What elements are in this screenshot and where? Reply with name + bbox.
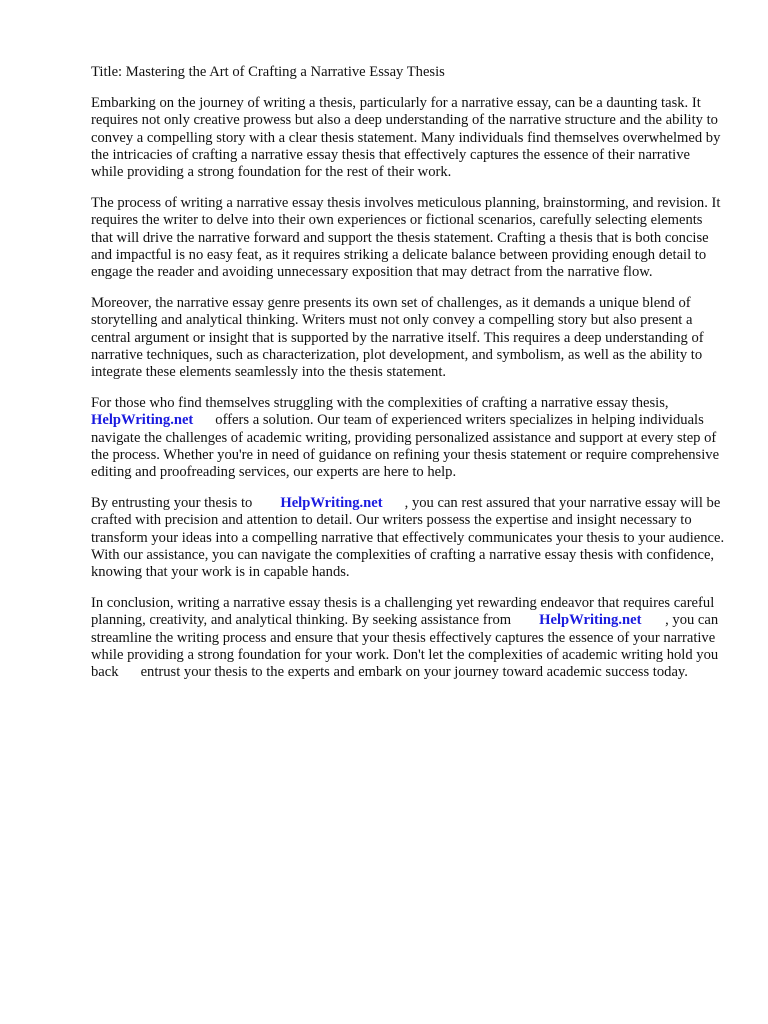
paragraph-process: The process of writing a narrative essay thesis involves meticulous planning, brainstorming, and revision. It requires the writer to delve into their own experiences or fictional scenarios, carefully selecting elements that will drive the narrative forward and support the thesis statement. Crafting a thesis that is both concise and impactful is no easy feat, as it requires striking a delicate balance between providing enough detail to engage the reader and avoiding unnecessary exposition that may detract from the narrative flow.: [91, 195, 721, 281]
document-title: Title: Mastering the Art of Crafting a Narrative Essay Thesis: [91, 64, 445, 80]
paragraph-solution-text-start: For those who find themselves struggling with the complexities of crafting a narrative essay thesis,: [91, 395, 669, 412]
helpwriting-link[interactable]: HelpWriting.net: [91, 412, 194, 429]
paragraph-conclusion: [91, 595, 725, 681]
paragraph-solution: [91, 395, 725, 481]
paragraph-conclusion-text-end: entrust your thesis to the experts and embark on your journey toward academic success today.: [140, 664, 688, 681]
paragraph-conclusion-text-start: In conclusion, writing a narrative essay thesis is a challenging yet rewarding endeavor that requires careful planning, creativity, and analytical thinking. By seeking assistance from: [91, 595, 715, 629]
helpwriting-link[interactable]: HelpWriting.net: [539, 612, 642, 629]
paragraph-intro: Embarking on the journey of writing a thesis, particularly for a narrative essay, can be a daunting task. It requires not only creative prowess but also a deep understanding of the narrative structure and the ability to convey a compelling story with a clear thesis statement. Many individuals find themselves overwhelmed by the intricacies of crafting a narrative essay thesis that effectively captures the essence of their narrative while providing a strong foundation for the rest of their work.: [91, 95, 721, 181]
paragraph-entrust-text-end: , you can rest assured that your narrative essay will be crafted with precision and attention to detail. Our writers possess the expertise and insight necessary to transform your ideas into a compelling narrative that effectively communicates your thesis to your audience. With our assistance, you can navigate the complexities of crafting a narrative essay thesis with confidence, knowing that your work is in capable hands.: [91, 495, 725, 581]
paragraph-solution-text-end: offers a solution. Our team of experienced writers specializes in helping individuals navigate the challenges of academic writing, providing personalized assistance and support at every step of the process. Whether you're in need of guidance on refining your thesis statement or require comprehensive editing and proofreading services, our experts are here to help.: [91, 412, 720, 481]
helpwriting-link[interactable]: HelpWriting.net: [280, 495, 383, 512]
paragraph-entrust: [91, 495, 725, 581]
paragraph-conclusion-text-middle: , you can streamline the writing process and ensure that your thesis effectively captures the essence of your narrative while providing a strong foundation for your work. Don't let the complexities of academic writing hold you back: [91, 612, 719, 681]
paragraph-challenges: Moreover, the narrative essay genre presents its own set of challenges, as it demands a unique blend of storytelling and analytical thinking. Writers must not only convey a compelling story but also present a central argument or insight that is supported by the narrative itself. This requires a deep understanding of narrative techniques, such as characterization, plot development, and symbolism, as well as the ability to integrate these elements seamlessly into the thesis statement.: [91, 295, 704, 381]
document-body: [91, 64, 725, 695]
paragraph-entrust-text-start: By entrusting your thesis to: [91, 495, 253, 512]
